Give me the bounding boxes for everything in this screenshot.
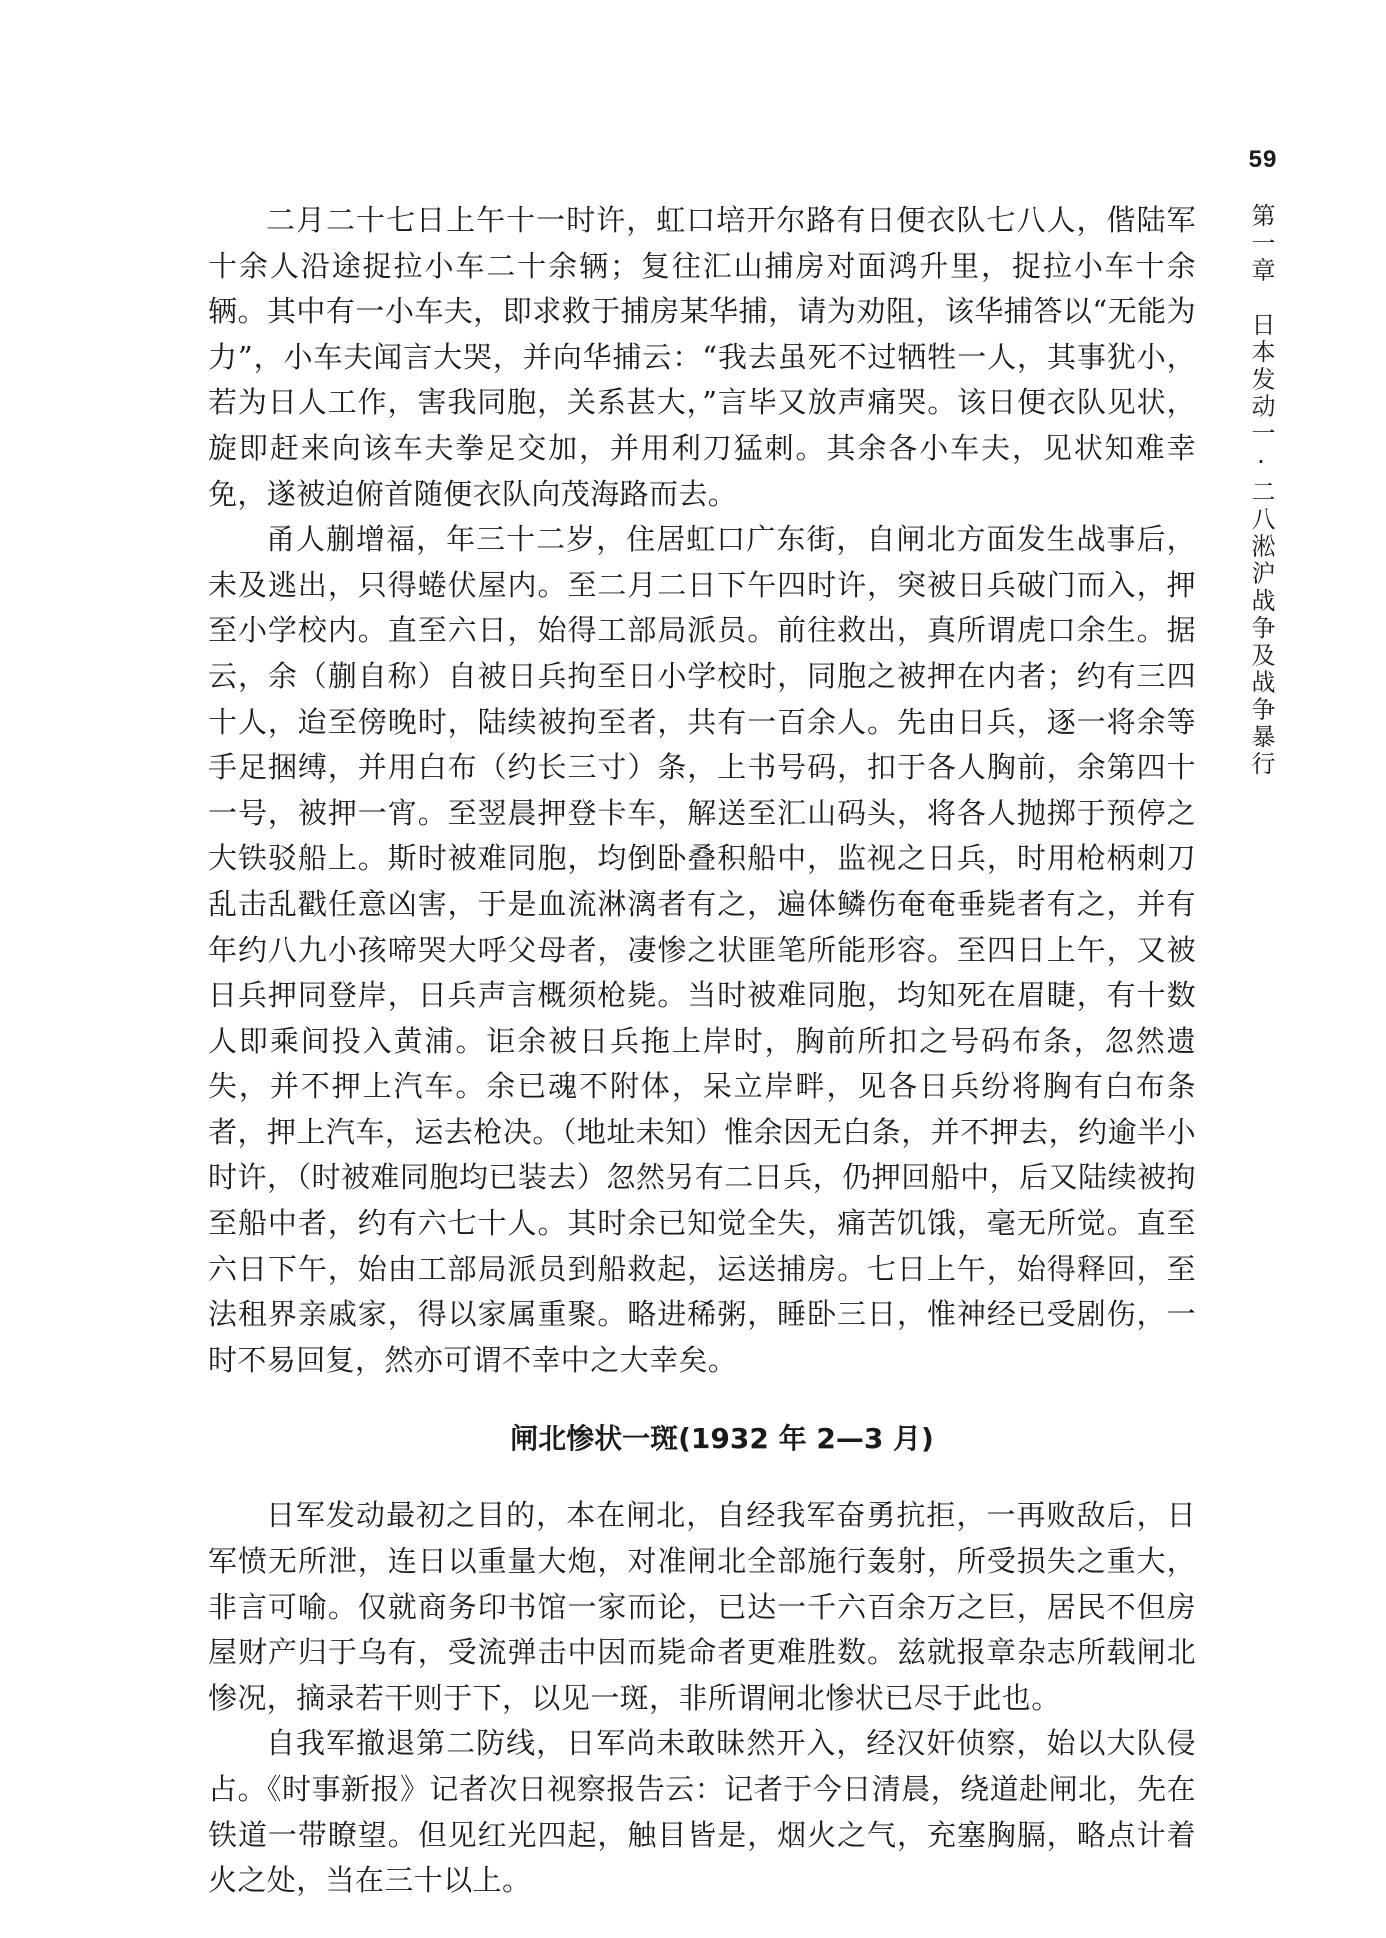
paragraph: 甬人蒯增福，年三十二岁，住居虹口广东街，自闸北方面发生战事后，未及逃出，只得蜷伏屋内。至二月二日下午四时许，突被日兵破门而入，押至小学校内。直至六日，始得工部局派员。前往救出，真所谓虎口余生。据云，余（蒯自称）自被日兵拘至日小学校时，同胞之被押在内者；约有三四十人，迨至傍晚时，陆续被拘至者，共有一百余人。先由日兵，逐一将余等手足捆缚，并用白布（约长三寸）条，上书号码，扣于各人胸前，余第四十一号，被押一宵。至翌晨押登卡车，解送至汇山码头，将各人抛掷于预停之大铁驳船上。斯时被难同胞，均倒卧叠积船中，监视之日兵，时用枪柄刺刀乱击乱戳任意凶害，于是血流淋漓者有之，遍体鳞伤奄奄垂毙者有之，并有年约八九小孩啼哭大呼父母者，凄惨之状匪笔所能形容。至四日上午，又被日兵押同登岸，日兵声言概须枪毙。当时被难同胞，均知死在眉睫，有十数人即乘间投入黄浦。讵余被日兵拖上岸时，胸前所扣之号码布条，忽然遗失，并不押上汽车。余已魂不附体，呆立岸畔，见各日兵纷将胸有白布条者，押上汽车，运去枪决。（地址未知）惟余因无白条，并不押去，约逾半小时许，（时被难同胞均已装去）忽然另有二日兵，仍押回船中，后又陆续被拘至船中者，约有六七十人。其时余已知觉全失，痛苦饥饿，毫无所觉。直至六日下午，始由工部局派员到船救起，运送捕房。七日上午，始得释回，至法租界亲戚家，得以家属重聚。略进稀粥，睡卧三日，惟神经已受剧伤，一时不易回复，然亦可谓不幸中之大幸矣。 [208,522,1196,1377]
body-text [208,198,1196,1904]
paragraph: 二月二十七日上午十一时许，虹口培开尔路有日便衣队七八人，偕陆军十余人沿途捉拉小车二十余辆；复往汇山捕房对面鸿升里，捉拉小车十余辆。其中有一小车夫，即求救于捕房某华捕，请为劝阻，该华捕答以“无能为力”，小车夫闻言大哭，并向华捕云：“我去虽死不过牺牲一人，其事犹小，若为日人工作，害我同胞，关系甚大，”言毕又放声痛哭。该日便衣队见状，旋即赶来向该车夫拳足交加，并用利刀猛刺。其余各小车夫，见状知难幸免，遂被迫俯首随便衣队向茂海路而去。 [208,203,1196,511]
section-heading: 闸北惨状一斑(1932 年 2—3 月) [510,1422,934,1456]
page-number: 59 [1248,146,1278,173]
paragraph: 日军发动最初之目的，本在闸北，自经我军奋勇抗拒，一再败敌后，日军愤无所泄，连日以重量大炮，对准闸北全部施行轰射，所受损失之重大，非言可喻。仅就商务印书馆一家而论，已达一千六百余万之巨，居民不但房屋财产归于乌有，受流弹击中因而毙命者更难胜数。兹就报章杂志所载闸北惨况，摘录若干则于下，以见一斑，非所谓闸北惨状已尽于此也。 [208,1498,1196,1715]
paragraph: 自我军撤退第二防线，日军尚未敢昧然开入，经汉奸侦察，始以大队侵占。《时事新报》记者次日视察报告云：记者于今日清晨，绕道赴闸北，先在铁道一带瞭望。但见红光四起，触目皆是，烟火之气，充塞胸膈，略点计着火之处，当在三十以上。 [208,1726,1196,1898]
running-head: 第一章 日本发动一·二八淞沪战争及战争暴行 [1247,203,1275,779]
